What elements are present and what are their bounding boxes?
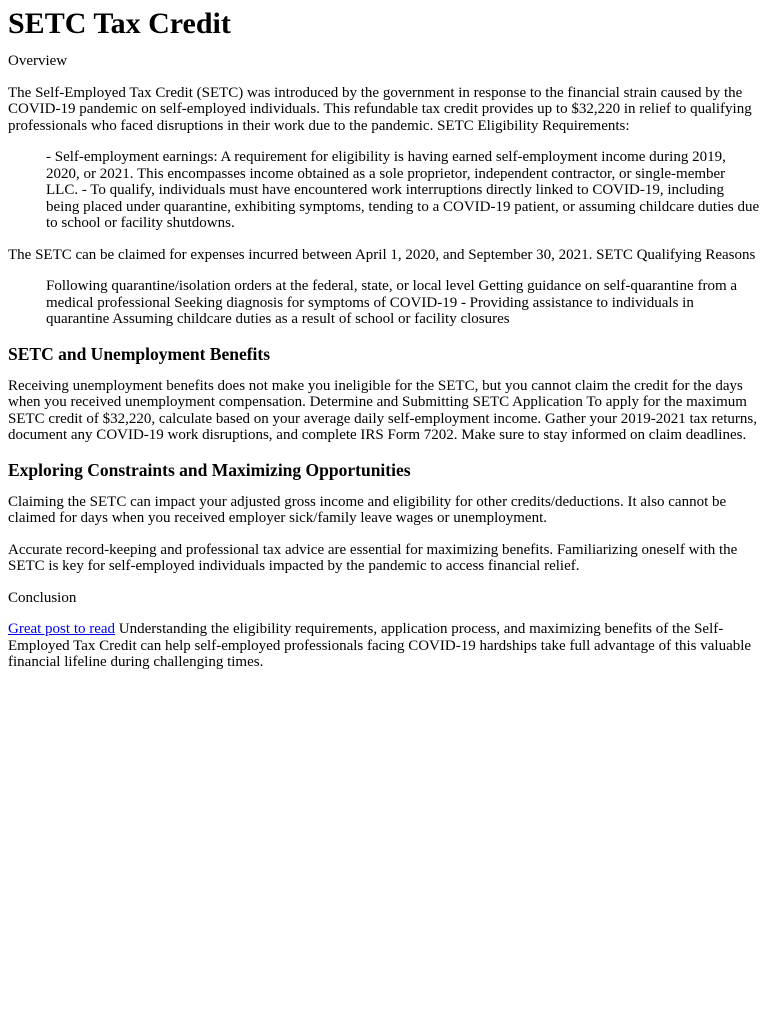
unemployment-heading: SETC and Unemployment Benefits	[8, 343, 271, 364]
overview-label: Overview	[8, 53, 68, 69]
constraints-paragraph: Claiming the SETC can impact your adjusted gross income and eligibility for other credits/deductions. It also cannot be claimed for days when you received employer sick/family leave wages or unemployment.	[8, 493, 727, 526]
conclusion-paragraph	[8, 621, 760, 671]
conclusion-text: Understanding the eligibility requirements, application process, and maximizing benefits of the Self-Employed Tax Credit can help self-employed professionals facing COVID-19 hardships take full advantage of this valuable financial lifeline during challenging times.	[8, 621, 752, 670]
eligibility-text: - Self-employment earnings: A requirement for eligibility is having earned self-employment income during 2019, 2020, or 2021. This encompasses income obtained as a sole proprietor, independent contractor, or single-member LLC. - To qualify, individuals must have encountered work interruptions directly linked to COVID-19, including being placed under quarantine, exhibiting symptoms, tending to a COVID-19 patient, or assuming childcare duties due to school or facility shutdowns.	[46, 149, 760, 231]
reasons-text: Following quarantine/isolation orders at the federal, state, or local level Getting guidance on self-quarantine from a medical professional Seeking diagnosis for symptoms of COVID-19 - Providing assistance to individuals in quarantine Assuming childcare duties as a result of school or facility closures	[46, 278, 738, 327]
unemployment-paragraph: Receiving unemployment benefits does not make you ineligible for the SETC, but you cannot claim the credit for the days when you received unemployment compensation. Determine and Submitting SETC Application To apply for the maximum SETC credit of $32,220, calculate based on your average daily self-employment income. Gather your 2019-2021 tax returns, document any COVID-19 work disruptions, and complete IRS Form 7202. Make sure to stay informed on claim deadlines.	[8, 377, 757, 443]
page-title: SETC Tax Credit	[8, 7, 231, 40]
great-post-link[interactable]: Great post to read	[8, 621, 116, 637]
reasons-blockquote	[46, 278, 760, 328]
eligibility-blockquote	[46, 149, 760, 232]
constraints-heading: Exploring Constraints and Maximizing Opportunities	[8, 459, 411, 480]
conclusion-label: Conclusion	[8, 589, 77, 606]
record-keeping-paragraph: Accurate record-keeping and professional tax advice are essential for maximizing benefits. Familiarizing oneself with the SETC is key for self-employed individuals impacted by the pandemic to access financial relief.	[8, 541, 738, 574]
intro-paragraph: The Self-Employed Tax Credit (SETC) was introduced by the government in response to the financial strain caused by the COVID-19 pandemic on self-employed individuals. This refundable tax credit provides up to $32,220 in relief to qualifying professionals who faced disruptions in their work due to the pandemic. SETC Eligibility Requirements:	[8, 84, 752, 134]
claim-period-paragraph: The SETC can be claimed for expenses incurred between April 1, 2020, and September 30, 2021. SETC Qualifying Reasons	[8, 246, 756, 263]
